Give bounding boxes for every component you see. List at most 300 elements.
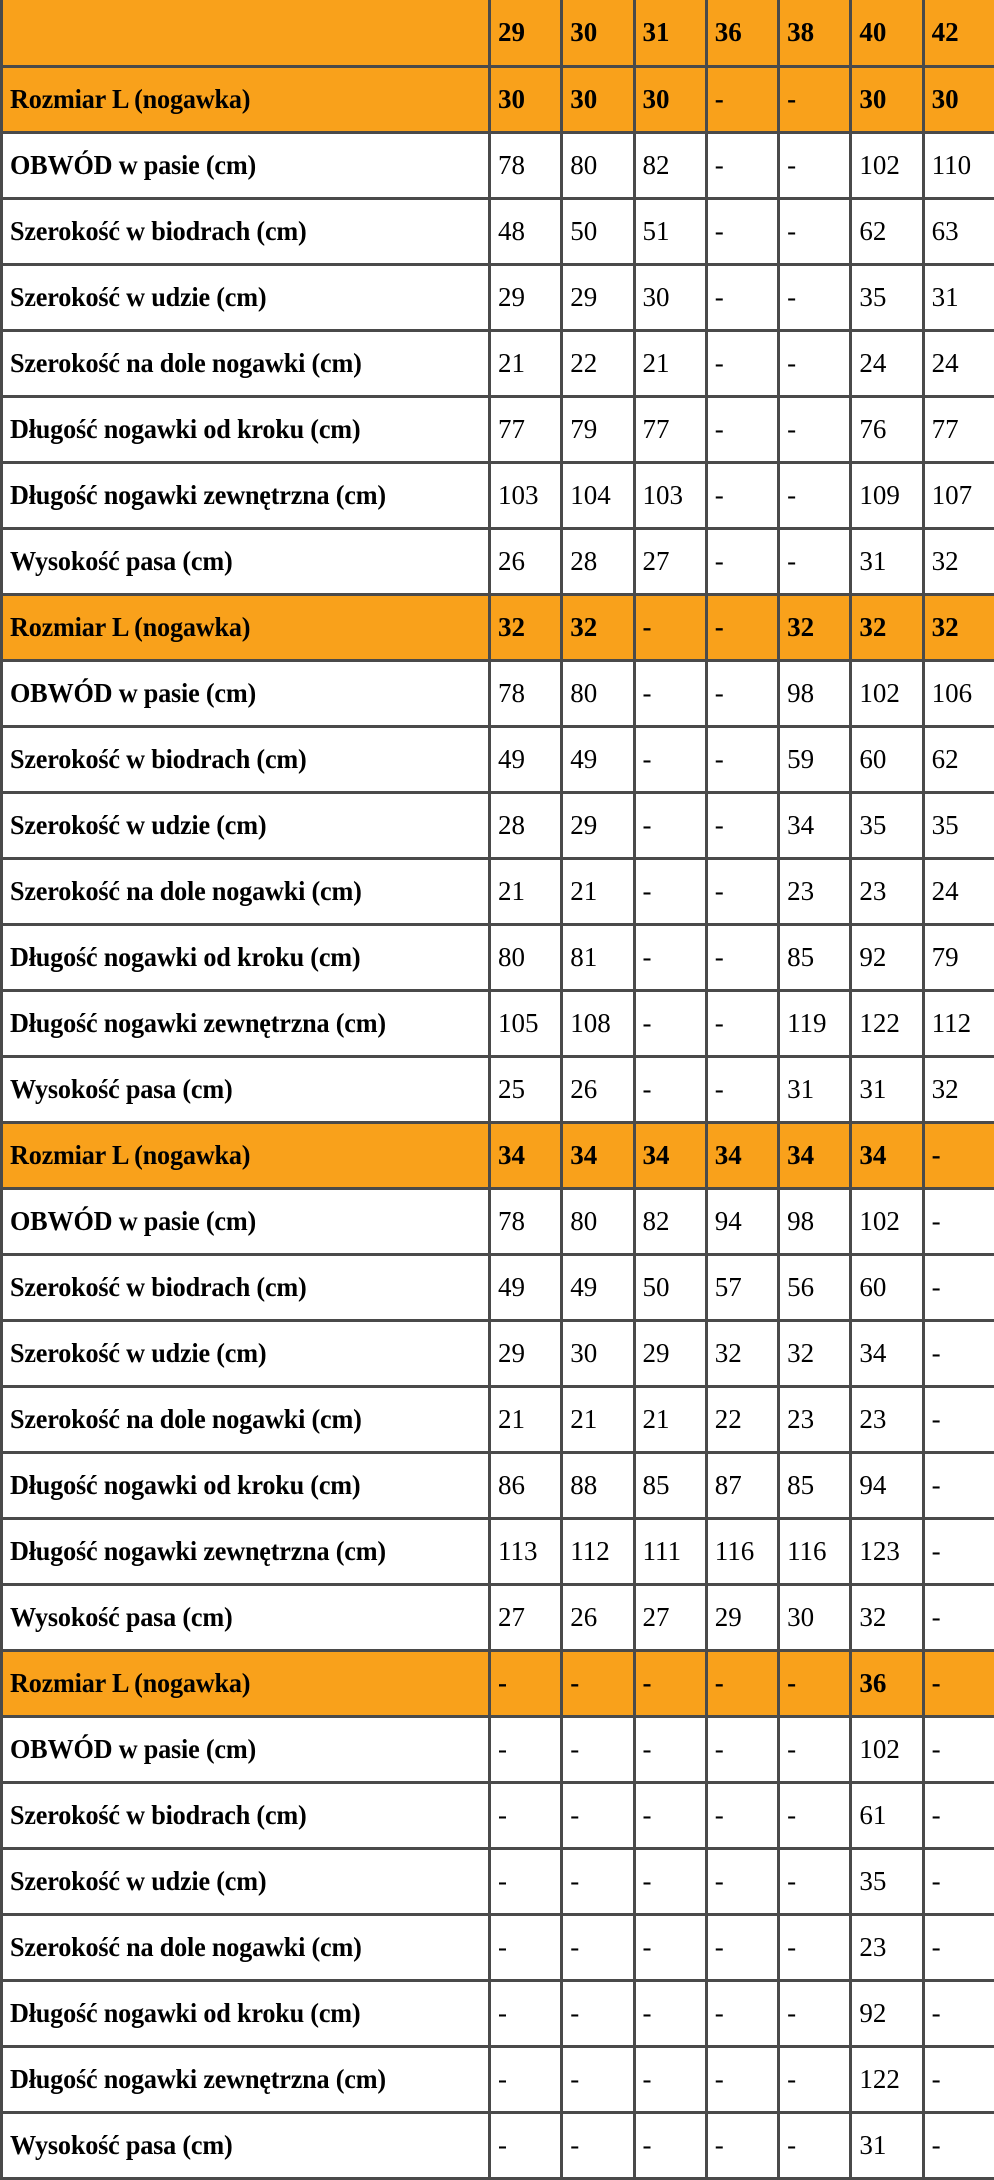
measurement-value: 116 xyxy=(779,1518,851,1584)
measurement-value: 62 xyxy=(923,726,994,792)
measurement-value: 63 xyxy=(923,198,994,264)
measurement-value: 24 xyxy=(923,330,994,396)
measurement-value: - xyxy=(779,1848,851,1914)
measurement-value: - xyxy=(490,2046,562,2112)
measurement-value: - xyxy=(562,1716,634,1782)
measurement-label xyxy=(2,1716,490,1782)
measurement-value: 32 xyxy=(706,1320,778,1386)
table-row xyxy=(2,132,994,198)
measurement-value: 109 xyxy=(851,462,923,528)
measurement-value: - xyxy=(923,1518,994,1584)
measurement-value: - xyxy=(779,132,851,198)
measurement-value: - xyxy=(634,2046,706,2112)
size-header-corner xyxy=(2,0,490,66)
measurement-value: 27 xyxy=(490,1584,562,1650)
measurement-value: 102 xyxy=(851,132,923,198)
measurement-value: 30 xyxy=(634,264,706,330)
measurement-value: - xyxy=(706,2112,778,2178)
inseam-band-value: 34 xyxy=(779,1122,851,1188)
measurement-value: 102 xyxy=(851,1188,923,1254)
measurement-value: - xyxy=(779,2046,851,2112)
measurement-label xyxy=(2,1320,490,1386)
measurement-value: - xyxy=(634,990,706,1056)
measurement-value: 23 xyxy=(851,1914,923,1980)
measurement-value: - xyxy=(562,2046,634,2112)
measurement-value: - xyxy=(706,2046,778,2112)
measurement-value: - xyxy=(706,1782,778,1848)
row-label-text: Wysokość pasa (cm) xyxy=(10,2131,233,2159)
measurement-value: 59 xyxy=(779,726,851,792)
measurement-value: 29 xyxy=(634,1320,706,1386)
table-row xyxy=(2,1056,994,1122)
measurement-value: - xyxy=(706,132,778,198)
measurement-value: 22 xyxy=(562,330,634,396)
measurement-value: 30 xyxy=(779,1584,851,1650)
size-chart-body xyxy=(2,0,994,2178)
measurement-value: - xyxy=(706,1914,778,1980)
row-label-text: Długość nogawki zewnętrzna (cm) xyxy=(10,1537,386,1565)
row-label-text: Długość nogawki od kroku (cm) xyxy=(10,1471,360,1499)
measurement-value: 31 xyxy=(923,264,994,330)
table-row xyxy=(2,2046,994,2112)
table-row xyxy=(2,1188,994,1254)
table-row xyxy=(2,198,994,264)
measurement-value: - xyxy=(779,330,851,396)
measurement-value: 78 xyxy=(490,1188,562,1254)
measurement-value: 28 xyxy=(562,528,634,594)
inseam-band-value: 34 xyxy=(490,1122,562,1188)
inseam-band-value: 32 xyxy=(851,594,923,660)
measurement-value: 23 xyxy=(851,858,923,924)
measurement-value: - xyxy=(634,2112,706,2178)
table-row xyxy=(2,264,994,330)
measurement-value: 56 xyxy=(779,1254,851,1320)
measurement-value: 60 xyxy=(851,1254,923,1320)
inseam-band-value: 34 xyxy=(851,1122,923,1188)
measurement-value: - xyxy=(706,1980,778,2046)
measurement-value: 77 xyxy=(634,396,706,462)
measurement-value: 27 xyxy=(634,1584,706,1650)
measurement-value: 29 xyxy=(490,1320,562,1386)
row-label-text: Długość nogawki od kroku (cm) xyxy=(10,1999,360,2027)
inseam-band-value: 32 xyxy=(923,594,994,660)
measurement-value: 80 xyxy=(562,1188,634,1254)
measurement-value: - xyxy=(706,462,778,528)
measurement-label xyxy=(2,1452,490,1518)
measurement-value: 113 xyxy=(490,1518,562,1584)
measurement-value: 21 xyxy=(490,330,562,396)
measurement-value: 85 xyxy=(779,924,851,990)
table-row xyxy=(2,990,994,1056)
measurement-value: 77 xyxy=(490,396,562,462)
inseam-band-value: - xyxy=(706,1650,778,1716)
table-row xyxy=(2,1584,994,1650)
measurement-value: - xyxy=(923,1584,994,1650)
measurement-value: - xyxy=(634,1716,706,1782)
table-row xyxy=(2,1518,994,1584)
table-row xyxy=(2,1386,994,1452)
measurement-value: - xyxy=(779,396,851,462)
size-header-cell-40: 40 xyxy=(851,0,923,66)
row-label-text: Szerokość w biodrach (cm) xyxy=(10,1273,307,1301)
measurement-value: 29 xyxy=(562,264,634,330)
measurement-value: 57 xyxy=(706,1254,778,1320)
measurement-value: 103 xyxy=(490,462,562,528)
measurement-value: - xyxy=(923,1980,994,2046)
measurement-value: 26 xyxy=(490,528,562,594)
measurement-value: 98 xyxy=(779,1188,851,1254)
measurement-value: 98 xyxy=(779,660,851,726)
inseam-band-value: - xyxy=(706,594,778,660)
inseam-band-label xyxy=(2,594,490,660)
table-row xyxy=(2,792,994,858)
measurement-value: - xyxy=(923,2112,994,2178)
table-row xyxy=(2,1848,994,1914)
table-row xyxy=(2,726,994,792)
inseam-band-row xyxy=(2,1122,994,1188)
measurement-value: 102 xyxy=(851,1716,923,1782)
measurement-value: - xyxy=(634,1056,706,1122)
measurement-value: - xyxy=(923,1716,994,1782)
measurement-value: - xyxy=(490,1980,562,2046)
measurement-value: - xyxy=(923,1452,994,1518)
measurement-label xyxy=(2,660,490,726)
measurement-value: 80 xyxy=(562,660,634,726)
measurement-value: 62 xyxy=(851,198,923,264)
measurement-value: 119 xyxy=(779,990,851,1056)
row-label-text: Długość nogawki zewnętrzna (cm) xyxy=(10,481,386,509)
measurement-value: 110 xyxy=(923,132,994,198)
inseam-band-value: - xyxy=(923,1650,994,1716)
row-label-text: Długość nogawki zewnętrzna (cm) xyxy=(10,1009,386,1037)
row-label-text: Szerokość w udzie (cm) xyxy=(10,283,266,311)
row-label-text: Wysokość pasa (cm) xyxy=(10,547,233,575)
table-row xyxy=(2,1452,994,1518)
measurement-value: 29 xyxy=(562,792,634,858)
measurement-value: - xyxy=(562,1980,634,2046)
inseam-band-value: - xyxy=(562,1650,634,1716)
measurement-value: - xyxy=(706,726,778,792)
measurement-value: - xyxy=(706,528,778,594)
inseam-band-value: - xyxy=(779,1650,851,1716)
measurement-label xyxy=(2,726,490,792)
row-label-text: Rozmiar L (nogawka) xyxy=(10,85,250,113)
measurement-label xyxy=(2,528,490,594)
measurement-value: 92 xyxy=(851,1980,923,2046)
measurement-value: - xyxy=(706,264,778,330)
measurement-label xyxy=(2,2112,490,2178)
measurement-value: 94 xyxy=(851,1452,923,1518)
row-label-text: Szerokość na dole nogawki (cm) xyxy=(10,349,362,377)
inseam-band-label xyxy=(2,66,490,132)
measurement-value: 81 xyxy=(562,924,634,990)
measurement-value: 35 xyxy=(851,264,923,330)
measurement-value: 85 xyxy=(634,1452,706,1518)
measurement-value: - xyxy=(706,660,778,726)
measurement-value: 21 xyxy=(490,858,562,924)
row-label-text: Szerokość w biodrach (cm) xyxy=(10,217,307,245)
measurement-value: 94 xyxy=(706,1188,778,1254)
measurement-value: 28 xyxy=(490,792,562,858)
row-label-text: Szerokość w biodrach (cm) xyxy=(10,1801,307,1829)
measurement-label xyxy=(2,396,490,462)
measurement-value: 32 xyxy=(851,1584,923,1650)
measurement-value: - xyxy=(779,1716,851,1782)
measurement-label xyxy=(2,990,490,1056)
measurement-value: 122 xyxy=(851,990,923,1056)
row-label-text: Długość nogawki od kroku (cm) xyxy=(10,943,360,971)
measurement-value: - xyxy=(490,1848,562,1914)
table-row xyxy=(2,396,994,462)
table-row xyxy=(2,660,994,726)
measurement-value: 21 xyxy=(490,1386,562,1452)
inseam-band-value: 30 xyxy=(490,66,562,132)
measurement-value: 26 xyxy=(562,1584,634,1650)
table-row xyxy=(2,1914,994,1980)
measurement-value: - xyxy=(706,330,778,396)
measurement-label xyxy=(2,1386,490,1452)
measurement-value: 85 xyxy=(779,1452,851,1518)
row-label-text: OBWÓD w pasie (cm) xyxy=(10,1207,256,1235)
measurement-value: 26 xyxy=(562,1056,634,1122)
table-row xyxy=(2,1716,994,1782)
measurement-value: 32 xyxy=(923,1056,994,1122)
measurement-value: 123 xyxy=(851,1518,923,1584)
measurement-value: - xyxy=(923,1848,994,1914)
measurement-value: 108 xyxy=(562,990,634,1056)
measurement-value: 29 xyxy=(706,1584,778,1650)
measurement-value: - xyxy=(779,528,851,594)
measurement-value: 112 xyxy=(562,1518,634,1584)
measurement-value: - xyxy=(562,1782,634,1848)
row-label-text: Szerokość na dole nogawki (cm) xyxy=(10,877,362,905)
measurement-value: - xyxy=(706,1716,778,1782)
row-label-text: Rozmiar L (nogawka) xyxy=(10,1669,250,1697)
measurement-value: - xyxy=(779,1782,851,1848)
measurement-value: - xyxy=(923,1320,994,1386)
measurement-value: - xyxy=(779,1914,851,1980)
inseam-band-value: 32 xyxy=(490,594,562,660)
measurement-label xyxy=(2,792,490,858)
measurement-value: 35 xyxy=(851,792,923,858)
inseam-band-value: - xyxy=(634,1650,706,1716)
measurement-value: 61 xyxy=(851,1782,923,1848)
measurement-value: 31 xyxy=(851,2112,923,2178)
measurement-value: 60 xyxy=(851,726,923,792)
measurement-label xyxy=(2,264,490,330)
measurement-value: - xyxy=(923,1188,994,1254)
measurement-value: 27 xyxy=(634,528,706,594)
measurement-value: 50 xyxy=(562,198,634,264)
measurement-value: 48 xyxy=(490,198,562,264)
inseam-band-value: 30 xyxy=(562,66,634,132)
measurement-label xyxy=(2,858,490,924)
measurement-value: 30 xyxy=(562,1320,634,1386)
row-label-text: Rozmiar L (nogawka) xyxy=(10,613,250,641)
row-label-text: Szerokość w biodrach (cm) xyxy=(10,745,307,773)
measurement-value: 21 xyxy=(562,858,634,924)
measurement-value: 105 xyxy=(490,990,562,1056)
measurement-value: 102 xyxy=(851,660,923,726)
inseam-band-value: 34 xyxy=(634,1122,706,1188)
measurement-value: - xyxy=(706,1056,778,1122)
measurement-value: - xyxy=(923,2046,994,2112)
measurement-value: 112 xyxy=(923,990,994,1056)
measurement-value: - xyxy=(779,264,851,330)
measurement-value: 24 xyxy=(851,330,923,396)
measurement-value: 50 xyxy=(634,1254,706,1320)
measurement-value: 80 xyxy=(490,924,562,990)
table-row xyxy=(2,528,994,594)
measurement-value: 21 xyxy=(562,1386,634,1452)
inseam-band-value: 30 xyxy=(851,66,923,132)
inseam-band-row xyxy=(2,66,994,132)
measurement-value: 111 xyxy=(634,1518,706,1584)
measurement-value: - xyxy=(634,1914,706,1980)
measurement-value: - xyxy=(490,1914,562,1980)
measurement-value: 32 xyxy=(923,528,994,594)
measurement-value: 31 xyxy=(851,1056,923,1122)
measurement-value: 23 xyxy=(779,1386,851,1452)
measurement-label xyxy=(2,1188,490,1254)
measurement-value: - xyxy=(634,1980,706,2046)
measurement-value: 23 xyxy=(779,858,851,924)
measurement-value: - xyxy=(923,1386,994,1452)
measurement-value: - xyxy=(634,924,706,990)
measurement-value: - xyxy=(634,1848,706,1914)
inseam-band-value: 34 xyxy=(706,1122,778,1188)
inseam-band-label xyxy=(2,1650,490,1716)
measurement-value: 82 xyxy=(634,132,706,198)
measurement-label xyxy=(2,2046,490,2112)
measurement-value: 34 xyxy=(851,1320,923,1386)
measurement-value: - xyxy=(706,396,778,462)
measurement-value: 22 xyxy=(706,1386,778,1452)
row-label-text: Wysokość pasa (cm) xyxy=(10,1075,233,1103)
row-label-text: Długość nogawki od kroku (cm) xyxy=(10,415,360,443)
table-row xyxy=(2,330,994,396)
measurement-value: 87 xyxy=(706,1452,778,1518)
measurement-value: 78 xyxy=(490,132,562,198)
measurement-value: 49 xyxy=(562,1254,634,1320)
measurement-value: 32 xyxy=(779,1320,851,1386)
measurement-value: 122 xyxy=(851,2046,923,2112)
measurement-value: 116 xyxy=(706,1518,778,1584)
measurement-value: 49 xyxy=(490,726,562,792)
measurement-value: 21 xyxy=(634,330,706,396)
measurement-value: 79 xyxy=(562,396,634,462)
size-header-cell-30: 30 xyxy=(562,0,634,66)
table-row xyxy=(2,858,994,924)
measurement-value: - xyxy=(562,2112,634,2178)
measurement-label xyxy=(2,1782,490,1848)
measurement-value: 77 xyxy=(923,396,994,462)
inseam-band-value: - xyxy=(923,1122,994,1188)
measurement-label xyxy=(2,198,490,264)
row-label-text: Szerokość na dole nogawki (cm) xyxy=(10,1405,362,1433)
measurement-value: - xyxy=(706,924,778,990)
measurement-value: 35 xyxy=(923,792,994,858)
measurement-value: - xyxy=(562,1848,634,1914)
measurement-value: 21 xyxy=(634,1386,706,1452)
row-label-text: Szerokość w udzie (cm) xyxy=(10,811,266,839)
measurement-value: - xyxy=(923,1914,994,1980)
size-header-cell-31: 31 xyxy=(634,0,706,66)
measurement-value: 92 xyxy=(851,924,923,990)
measurement-label xyxy=(2,1914,490,1980)
row-label-text: OBWÓD w pasie (cm) xyxy=(10,1735,256,1763)
inseam-band-value: - xyxy=(634,594,706,660)
row-label-text: Rozmiar L (nogawka) xyxy=(10,1141,250,1169)
measurement-value: 103 xyxy=(634,462,706,528)
measurement-value: 79 xyxy=(923,924,994,990)
inseam-band-value: - xyxy=(490,1650,562,1716)
measurement-label xyxy=(2,1056,490,1122)
measurement-value: 35 xyxy=(851,1848,923,1914)
row-label-text: Szerokość w udzie (cm) xyxy=(10,1339,266,1367)
table-row xyxy=(2,462,994,528)
inseam-band-value: 34 xyxy=(562,1122,634,1188)
measurement-value: - xyxy=(706,858,778,924)
measurement-value: - xyxy=(490,1782,562,1848)
row-label-text: OBWÓD w pasie (cm) xyxy=(10,679,256,707)
measurement-value: 25 xyxy=(490,1056,562,1122)
inseam-band-label xyxy=(2,1122,490,1188)
inseam-band-value: 32 xyxy=(779,594,851,660)
measurement-label xyxy=(2,924,490,990)
measurement-value: 31 xyxy=(851,528,923,594)
measurement-value: 23 xyxy=(851,1386,923,1452)
table-row xyxy=(2,1782,994,1848)
measurement-value: 34 xyxy=(779,792,851,858)
inseam-band-value: 30 xyxy=(634,66,706,132)
measurement-label xyxy=(2,330,490,396)
measurement-value: 76 xyxy=(851,396,923,462)
measurement-value: - xyxy=(490,2112,562,2178)
measurement-value: 86 xyxy=(490,1452,562,1518)
measurement-value: - xyxy=(706,198,778,264)
row-label-text: Szerokość w udzie (cm) xyxy=(10,1867,266,1895)
table-row xyxy=(2,1320,994,1386)
size-header-row xyxy=(2,0,994,66)
measurement-value: - xyxy=(706,990,778,1056)
measurement-value: 31 xyxy=(779,1056,851,1122)
size-header-cell-36: 36 xyxy=(706,0,778,66)
measurement-value: - xyxy=(779,462,851,528)
measurement-value: 49 xyxy=(490,1254,562,1320)
inseam-band-value: - xyxy=(706,66,778,132)
table-row xyxy=(2,1980,994,2046)
row-label-text: Szerokość na dole nogawki (cm) xyxy=(10,1933,362,1961)
measurement-value: 106 xyxy=(923,660,994,726)
measurement-value: 24 xyxy=(923,858,994,924)
table-row xyxy=(2,2112,994,2178)
measurement-label xyxy=(2,1980,490,2046)
measurement-value: 51 xyxy=(634,198,706,264)
measurement-value: 104 xyxy=(562,462,634,528)
measurement-value: - xyxy=(779,1980,851,2046)
measurement-value: - xyxy=(779,2112,851,2178)
table-row xyxy=(2,924,994,990)
row-label-text: OBWÓD w pasie (cm) xyxy=(10,151,256,179)
measurement-value: - xyxy=(562,1914,634,1980)
inseam-band-value: 36 xyxy=(851,1650,923,1716)
measurement-value: 78 xyxy=(490,660,562,726)
size-header-cell-42: 42 xyxy=(923,0,994,66)
measurement-value: - xyxy=(634,660,706,726)
size-header-cell-38: 38 xyxy=(779,0,851,66)
measurement-value: - xyxy=(923,1254,994,1320)
